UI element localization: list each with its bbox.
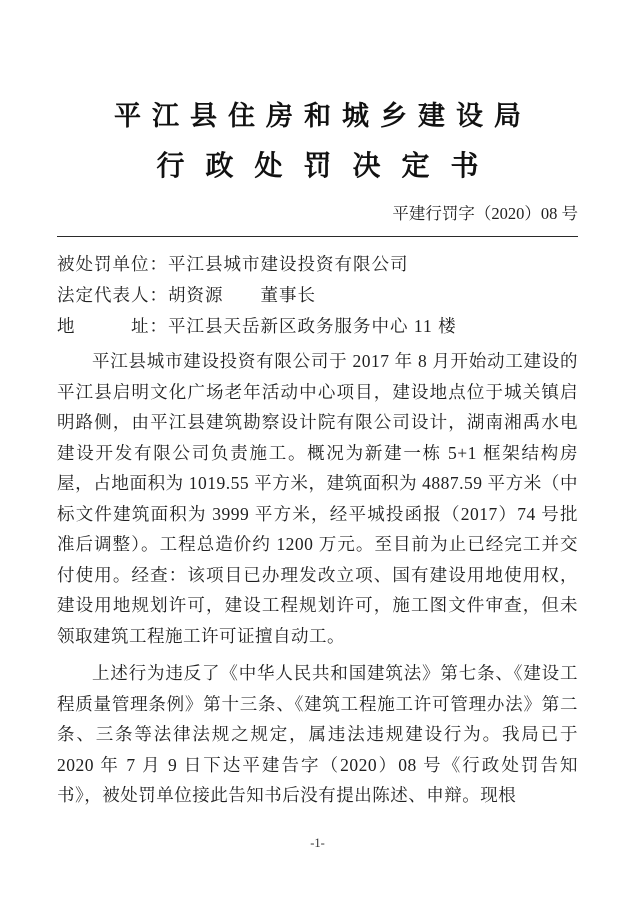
agency-title: 平江县住房和城乡建设局 bbox=[114, 101, 532, 131]
document-title: 行政处罚决定书 bbox=[156, 151, 500, 182]
body-paragraph-2: 上述行为违反了《中华人民共和国建筑法》第七条、《建设工程质量管理条例》第十三条、《建筑工程施工许可管理办法》第二条、三条等法律法规之规定，属违法违规建设行为。我局已于 2020 年 7 月 9 日下达平建告字（2020）08 号《行政处罚告知书》，被处罚单位接此告知书后没有提出陈述、申辩。现根 bbox=[57, 663, 578, 805]
header-divider bbox=[57, 236, 578, 237]
legal-representative-line: 法定代表人：胡资源 董事长 bbox=[57, 285, 316, 305]
document-content bbox=[57, 96, 578, 811]
body-paragraph-1: 平江县城市建设投资有限公司于 2017 年 8 月开始动工建设的平江县启明文化广场老年活动中心项目，建设地点位于城关镇启明路侧，由平江县建筑勘察设计院有限公司设计，湖南湘禹水电建设开发有限公司负责施工。概况为新建一栋 5+1 框架结构房屋，占地面积为 1019.55 平方米，建筑面积为 4887.59 平方米（中标文件建筑面积为 3999 平方米，经平城投函报（2017）74 号批准后调整）。工程总造价约 1200 万元。至目前为止已经完工并交付使用。经查：该项目已办理发改立项、国有建设用地使用权，建设用地规划许可，建设工程规划许可，施工图文件审查，但未领取建筑工程施工许可证擅自动工。 bbox=[57, 351, 578, 646]
document-number: 平建行罚字（2020）08 号 bbox=[392, 204, 578, 223]
page-number: -1- bbox=[310, 836, 325, 850]
penalized-unit-line: 被处罚单位：平江县城市建设投资有限公司 bbox=[57, 254, 409, 274]
address-line: 地 址：平江县天岳新区政务服务中心 11 楼 bbox=[57, 316, 457, 336]
